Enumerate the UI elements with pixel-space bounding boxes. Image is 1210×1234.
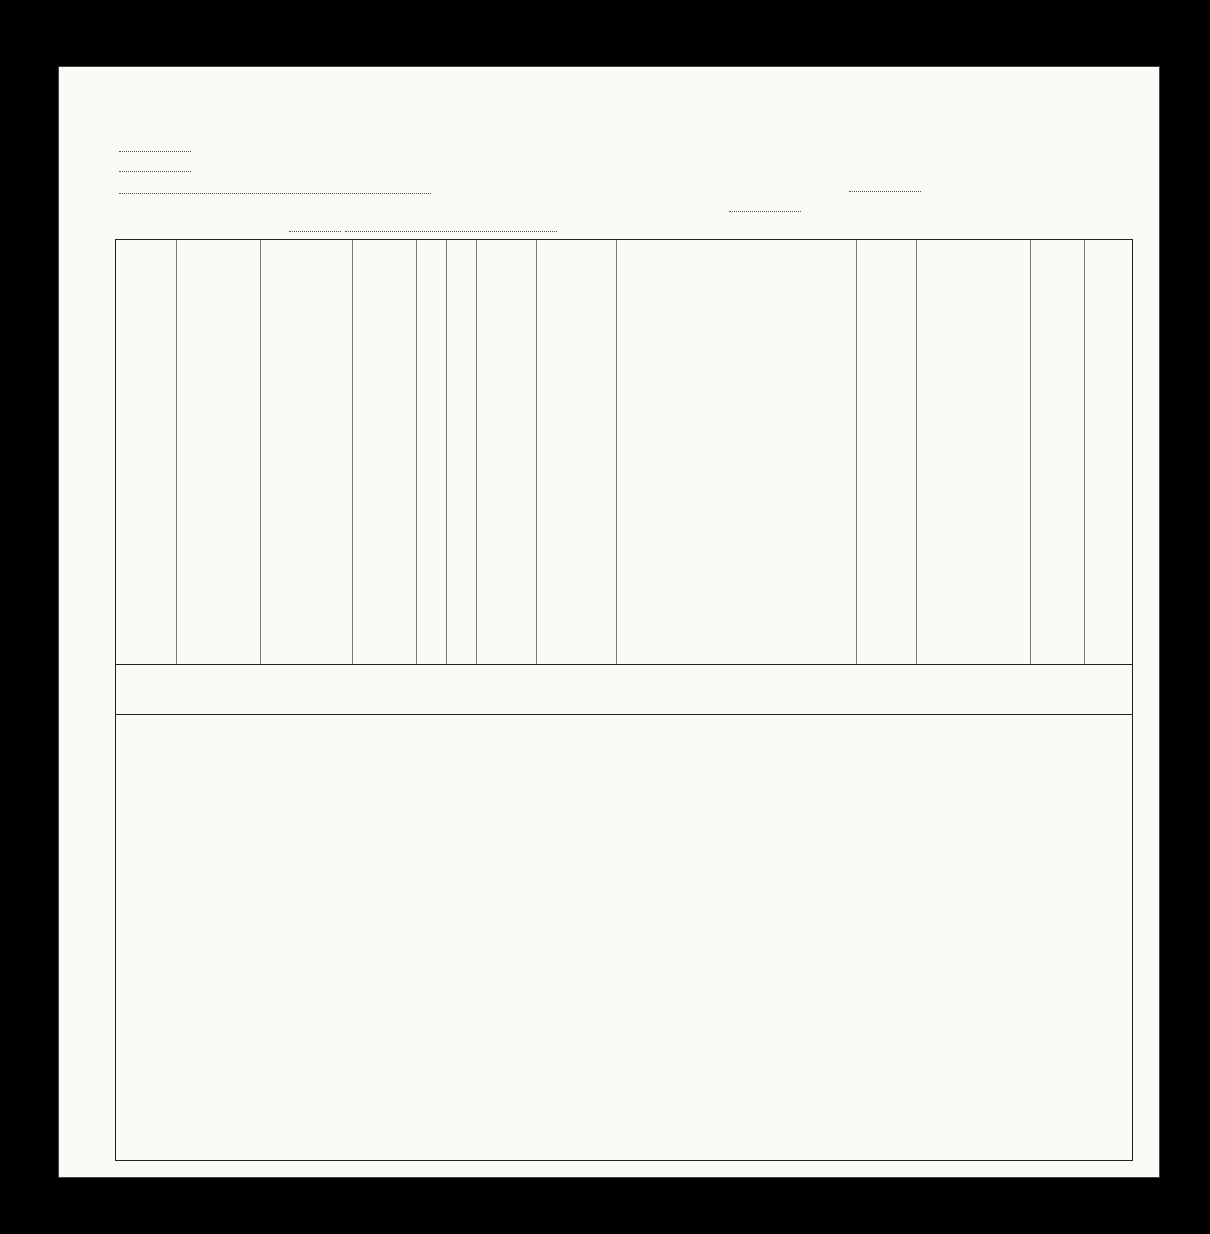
institution-line	[729, 199, 801, 217]
vrule	[416, 240, 417, 664]
section-divider	[116, 714, 1132, 715]
enumerated-line	[289, 219, 557, 237]
vrule	[536, 240, 537, 664]
vrule	[352, 240, 353, 664]
township-line	[119, 181, 431, 199]
vrule	[260, 240, 261, 664]
township-value	[119, 193, 431, 194]
state-line	[119, 139, 191, 157]
enumeration-value	[849, 191, 921, 192]
vrule	[1084, 240, 1085, 664]
schedule-table	[115, 239, 1133, 1161]
institution-value	[729, 211, 801, 212]
vrule	[446, 240, 447, 664]
vrule	[916, 240, 917, 664]
vrule	[616, 240, 617, 664]
enumerated-day	[289, 231, 341, 232]
enumerator-name	[345, 231, 557, 232]
vrule	[476, 240, 477, 664]
county-value	[119, 171, 191, 172]
state-value	[119, 151, 191, 152]
section-divider	[116, 664, 1132, 665]
vrule	[176, 240, 177, 664]
enumeration-line	[849, 179, 921, 197]
instructions-panel	[844, 736, 1122, 740]
county-line	[119, 159, 191, 177]
vrule	[1030, 240, 1031, 664]
census-sheet	[58, 66, 1160, 1178]
vrule	[856, 240, 857, 664]
